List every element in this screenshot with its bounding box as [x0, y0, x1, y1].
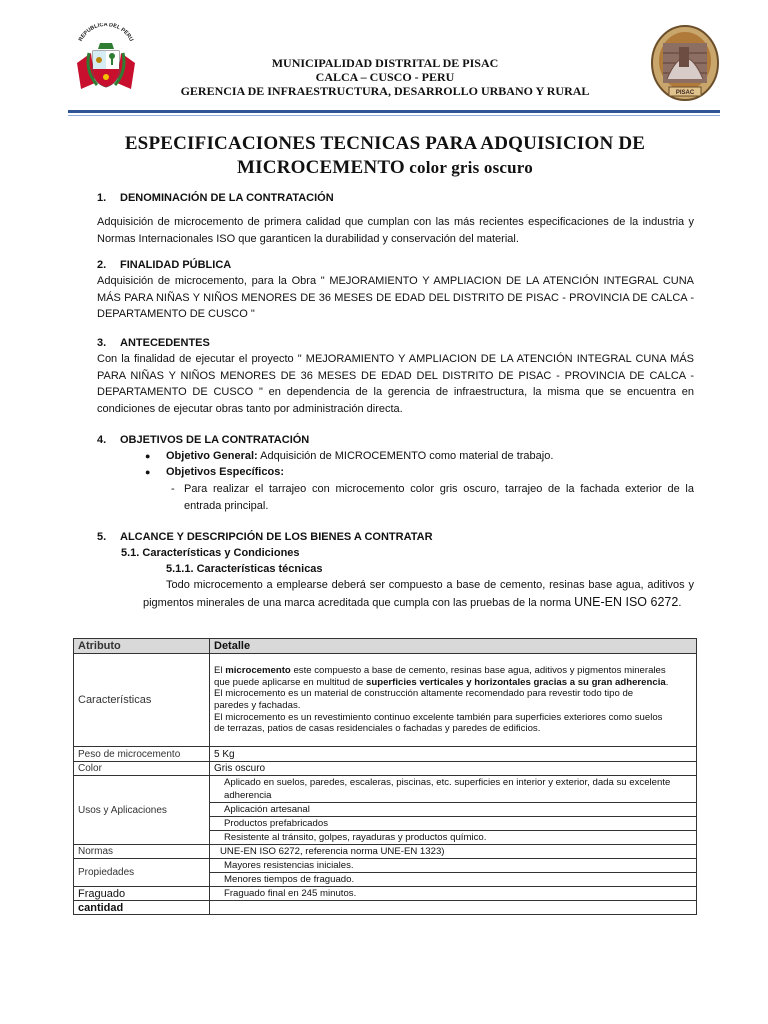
detail-fraguado: Fraguado final en 245 minutos. — [210, 887, 697, 901]
peru-coat-of-arms-logo — [70, 22, 142, 96]
attr-fraguado: Fraguado — [74, 887, 210, 901]
pisac-municipal-logo — [648, 22, 722, 104]
dash-icon: - — [171, 483, 175, 495]
svg-text:PISAC: PISAC — [675, 90, 695, 96]
objective-specific-text: Para realizar el tarrajeo con microcemento color gris oscuro, tarrajeo de la fachada exterior de la entrada principal. — [184, 483, 694, 512]
detail-peso: 5 Kg — [210, 747, 697, 762]
table-header-row — [74, 639, 697, 654]
header-detalle: Detalle — [210, 639, 697, 654]
bullet-icon: ● — [145, 451, 151, 461]
subsection-5-1-1: 5.1.1. Características técnicas — [166, 563, 323, 575]
attr-usos: Usos y Aplicaciones — [74, 776, 210, 845]
section-2-heading: 2. FINALIDAD PÚBLICA — [97, 259, 232, 271]
table-row — [74, 859, 697, 873]
document-title-line2 — [60, 156, 710, 180]
objective-general: Objetivo General: Adquisición de MICROCEMENTO como material de trabajo. — [166, 450, 554, 462]
attr-color: Color — [74, 762, 210, 776]
specifications-table — [73, 638, 697, 915]
attr-peso: Peso de microcemento — [74, 747, 210, 762]
section-5-heading: 5. ALCANCE Y DESCRIPCIÓN DE LOS BIENES A CONTRATAR — [97, 531, 433, 543]
header-atributo: Atributo — [74, 639, 210, 654]
header-divider — [68, 110, 720, 113]
detail-usos-2: Aplicación artesanal — [210, 803, 697, 817]
title-color: color gris oscuro — [404, 158, 533, 177]
norma-reference: UNE-EN ISO 6272 — [574, 594, 679, 609]
detail-cantidad — [210, 901, 697, 915]
detail-color: Gris oscuro — [210, 762, 697, 776]
title-product: MICROCEMENTO — [237, 157, 405, 178]
section-5-text: Todo microcemento a emplearse deberá ser compuesto a base de cemento, resinas base agua, aditivos y pigmentos minerales de una marca acreditada que cumpla con las pruebas de la norma UNE-EN ISO 6272. — [143, 579, 694, 609]
attr-cantidad: cantidad — [74, 901, 210, 915]
header-municipality: MUNICIPALIDAD DISTRITAL DE PISAC — [271, 56, 499, 70]
objective-specific-label: Objetivos Específicos: — [166, 466, 284, 478]
detail-caracteristicas: El microcemento este compuesto a base de cemento, resinas base agua, aditivos y pigmentos minerales que puede aplicarse en multitud de superficies verticales y horizontales gracias a su gran adherencia. El microcemento es un material de construcción altamente recomendado para revestir todo tipo de paredes y fachadas. El microcemento es un revestimiento continuo excelente también para superficies exteriores como suelos de terrazas, patios de casas residenciales o fachadas y paredes de edificios. — [210, 654, 697, 747]
detail-normas: UNE-EN ISO 6272, referencia norma UNE-EN 1323) — [210, 845, 697, 859]
section-4-heading: 4. OBJETIVOS DE LA CONTRATACIÓN — [97, 434, 310, 446]
table-row — [74, 747, 697, 762]
table-row — [74, 654, 697, 747]
detail-propiedades-2: Menores tiempos de fraguado. — [210, 873, 697, 887]
table-row — [74, 776, 697, 803]
svg-text:REPUBLICA DEL PERU: REPUBLICA DEL PERU — [77, 23, 135, 43]
attr-normas: Normas — [74, 845, 210, 859]
table-row — [74, 901, 697, 915]
section-3-heading: 3. ANTECEDENTES — [97, 337, 210, 349]
table-row — [74, 845, 697, 859]
header-department: GERENCIA DE INFRAESTRUCTURA, DESARROLLO URBANO Y RURAL — [180, 84, 590, 98]
section-1-text: Adquisición de microcemento de primera calidad que cumplan con las más recientes especificaciones de la industria y Normas Internacionales ISO que garanticen la durabilidad y conservación del material. — [97, 216, 694, 245]
detail-usos-1: Aplicado en suelos, paredes, escaleras, piscinas, etc. superficies en interior y exterior, dada su excelente adherencia — [210, 776, 697, 803]
attr-propiedades: Propiedades — [74, 859, 210, 887]
section-3-text: Con la finalidad de ejecutar el proyecto " MEJORAMIENTO Y AMPLIACION DE LA ATENCIÓN INTEGRAL CUNA MÁS PARA NIÑAS Y NIÑOS MENORES DE 36 MESES DE EDAD DEL DISTRITO DE PISAC - PROVINCIA DE CALCA - DEPARTAMENTO DE CUSCO " en dependencia de la gerencia de infraestructura, la misma que se encuentra en condiciones de ejecutar obras tanto por administración directa. — [97, 353, 694, 415]
detail-propiedades-1: Mayores resistencias iniciales. — [210, 859, 697, 873]
header-location: CALCA – CUSCO - PERU — [315, 70, 455, 84]
attr-caracteristicas: Características — [74, 654, 210, 747]
bullet-icon: ● — [145, 467, 151, 477]
subsection-5-1: 5.1. Características y Condiciones — [121, 547, 300, 559]
section-2-text: Adquisición de microcemento, para la Obra " MEJORAMIENTO Y AMPLIACION DE LA ATENCIÓN INTEGRAL CUNA MÁS PARA NIÑAS Y NIÑOS MENORES DE 36 MESES DE EDAD DEL DISTRITO DE PISAC - PROVINCIA DE CALCA - DEPARTAMENTO DE CUSCO " — [97, 275, 694, 320]
detail-usos-4: Resistente al tránsito, golpes, rayaduras y productos químico. — [210, 831, 697, 845]
table-row — [74, 887, 697, 901]
section-1-heading: 1. DENOMINACIÓN DE LA CONTRATACIÓN — [97, 192, 334, 204]
table-row — [74, 762, 697, 776]
header-divider-thin — [68, 115, 720, 116]
detail-usos-3: Productos prefabricados — [210, 817, 697, 831]
document-title-line1: ESPECIFICACIONES TECNICAS PARA ADQUISICION DE — [124, 133, 646, 154]
